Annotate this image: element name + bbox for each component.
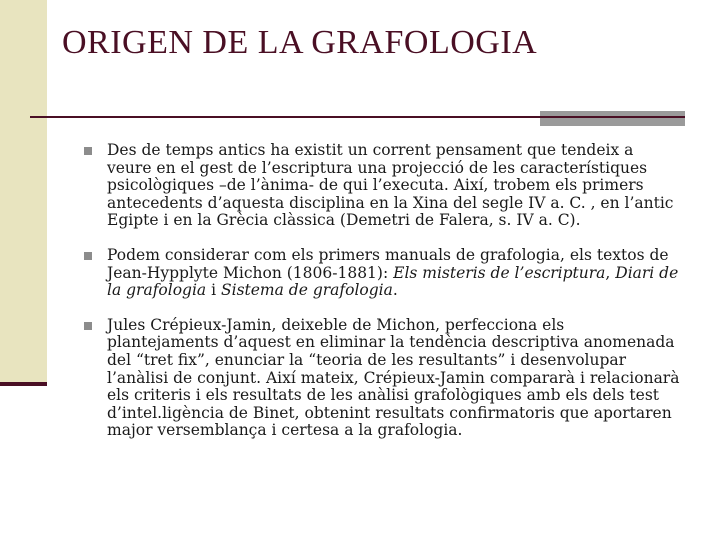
separator-1: , <box>605 263 616 282</box>
side-decoration-bar <box>0 0 47 382</box>
bullet-text-3: Jules Crépieux-Jamin, deixeble de Michon, perfecciona els plantejaments d’aquest en eliminar la tendència descriptiva anomenada del “tret fix”, enunciar la “teoria de les resultants” i desenvolupar l’anàlisi de conjunt. Així mateix, Crépieux-Jamin compararà i relacionarà els criteris i els resultats de les anàlisi grafològiques amb els dels test d’intel.ligència de Binet, obtenint resultats confirmatoris que aportaren major versemblança i certesa a la grafologia. <box>107 315 680 440</box>
separator-2: i <box>206 281 221 300</box>
bullet-text-1: Des de temps antics ha existit un corrent pensament que tendeix a veure en el gest de l’escriptura una projecció de les característiques psicològiques –de l’ànima- de qui l’executa. Així, trobem els primers antecedents d’aquesta disciplina en la Xina del segle IV a. C. , en l’antic Egipte i en la Grècia clàssica (Demetri de Falera, s. IV a. C). <box>107 141 674 230</box>
square-bullet-icon <box>84 322 92 330</box>
square-bullet-icon <box>84 252 92 260</box>
book-title-2: Diari de la grafologia <box>107 263 679 300</box>
bullet-item-3 <box>84 317 680 440</box>
title-rule-accent <box>540 111 685 126</box>
square-bullet-icon <box>84 147 92 155</box>
bullet-list <box>84 142 680 457</box>
bullet-item-2 <box>84 247 680 300</box>
slide-title: ORIGEN DE LA GRAFOLOGIA <box>62 24 538 61</box>
bullet-text-2-end: . <box>392 281 398 300</box>
title-rule <box>30 116 685 118</box>
book-title-1: Els misteris de l’escriptura <box>393 263 606 282</box>
bullet-item-1 <box>84 142 680 230</box>
book-title-3: Sistema de grafologia <box>221 281 393 300</box>
bullet-text-2-start: Podem considerar com els primers manuals de grafologia, els textos de Jean-Hypplyte Michon (1806-1881): <box>107 245 669 282</box>
side-accent-line <box>0 382 47 386</box>
